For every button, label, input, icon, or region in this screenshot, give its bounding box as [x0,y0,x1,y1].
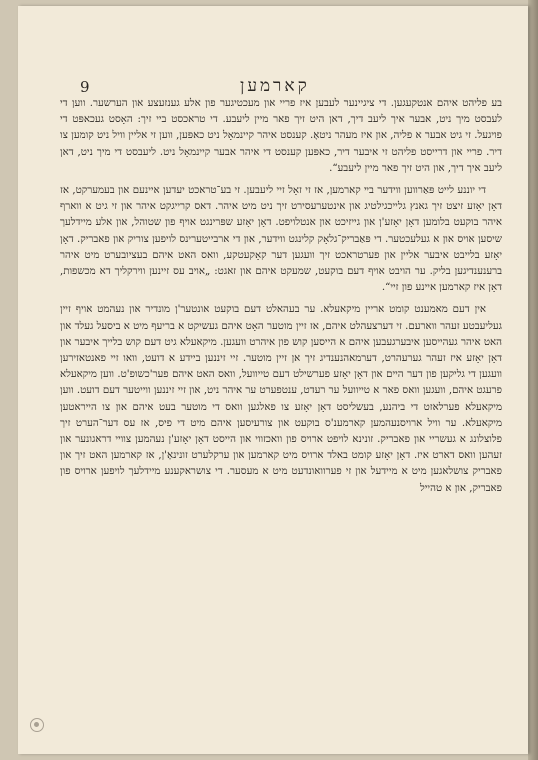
page-number: 9 [80,78,90,96]
paragraph-1: בע פליהט איהם אנטקעגען. די ציגיינער לעבען איז פריי און מעכטיגער פון אלע גענזעצע און הערשער. ווען די לעבסט מיך ניט, אבער איך ליעב דיך, דאן היט זיך פאר מיין ליעבע. די טראכסט ביי זיך: האָסט געכאפּט די פויגעל. זי גיט אבער א פליה, און איז מעהר ניטאָ. קענסט איהר קיינמאָל ניט כאפּען, ווען זי אליין וויל ניט קומען צו דיר. פריי און דרייסט פליהט זי איבער דיר, כאפּען קענסט די איהר אבער קיינמאָל ניט. ליעבסט די מיך ניט, דאן ליעב איך דיך, און היט זיך פאר מיין ליעבע“. [60,98,502,174]
page-edge [528,0,538,760]
running-title: קארמען [240,76,310,96]
paragraph-3: אין דעם מאמענט קומט אריין מיקאעלא. ער בעהאלט דעם בוקעט אונטער'ן מונדיר און נעהמט אויף זיין געליעבטע זעהר ווארעם. זי דערצעהלט איהם, אז זיין מוטער האָט איהם געשיקט א בריעף מיט א ביסעל געלד און האט איהר געהייסען איבערגעבען איהם א הייסען קוש פון איהרט וועגען. מיקאעלא גיט דעם קוש בלייך איבער און דאָן יאָזע איז זעהר גערעהרט, דערמאהנענדיג זיך אן זיין מוטער. זיי זיננען ביידע א דועט, וואו זיי פאנטאזירען וועגען די גליקען פון דער היים און דאָן יאָזע פערשילט דעם טייוועל, וואס האט איהם פער'כשופ'ט. ווען מיקאעלא פרעגט איהם, וועגען וואס פאר א טייוועל ער רעדט, ענטפערט ער איהר ניט, און זיי זיננען ווייטער דעם דועט. ווען מיקאעלא פערלאזט די ביהנע, בעשליסט דאָן יאָזע צו פאלגען וואס די מוטער בעט איהם און צו הייראטען מיקאעלא. ער וויל ארויסנעהמען קארמענ'ס בוקעט און צורעיסען איהם מיט די פיס, אז עס דער־הערט זיך פלוצלונג א געשריי און פאבריק. זונינא לויפט ארויס פון וואכזווי און הייסט דאָן יאָזע'ן נעהמען צוויי דראגונער און זעהען וואס דארט איז. דאָן יאָזע קומט באלד ארויס מיט קארמען און ערקלערט זונינאָ'ן, אז קארמען האט זיך און פאבריק צושלאגען מיט א מיידעל און זי פערוואונדעט מיט א מעסער. די צושראקענע מיידלעך לויפען ארויס פון פאבריק, און א טהייל [60,304,502,494]
body-text [60,96,502,503]
library-stamp-icon [30,718,44,732]
paragraph-2: די יוננע לייט פּאַרווען ווידער בײ קארמען, אז זי זאָל זיי ליעבען. זי בע־טראכט יעדען איינעם און בעמערקט, אז דאָן יאָזע זיצט זיך גאנץ גלייכגילטיג און אינטערעסירט זיך ניט מיט איהר. דאס קרייגקט איהר און זי גיט א ווארף איהר בוקעט בלומען דאָן יאָזע'ן און גייזיכט און אנטלויפט. דאָן יאָזע שפּרינגט אויף פון שטוהל, און אלע מיידלעך שיסען אויס און א געלעכטער. די פּאַבריק־גלאָק קלינגט ווידער, און די ארבייטערינס לויפען צוריק און פאבריק. דאָן יאָזע בלייבט איבער אליין און פערטראכט זיך וועגען דער קאָקעטקע, וואס האט איהם בעציובערט מיט איהר ברענענדיגען בליק. ער הויבט אויף דעם בוקעט, שמעקט איהם און זאגט: „אויב עס זיינען ווירקליך דא מכשפות, דאָן איז קארמען איינע פון זיי“. [60,185,502,294]
